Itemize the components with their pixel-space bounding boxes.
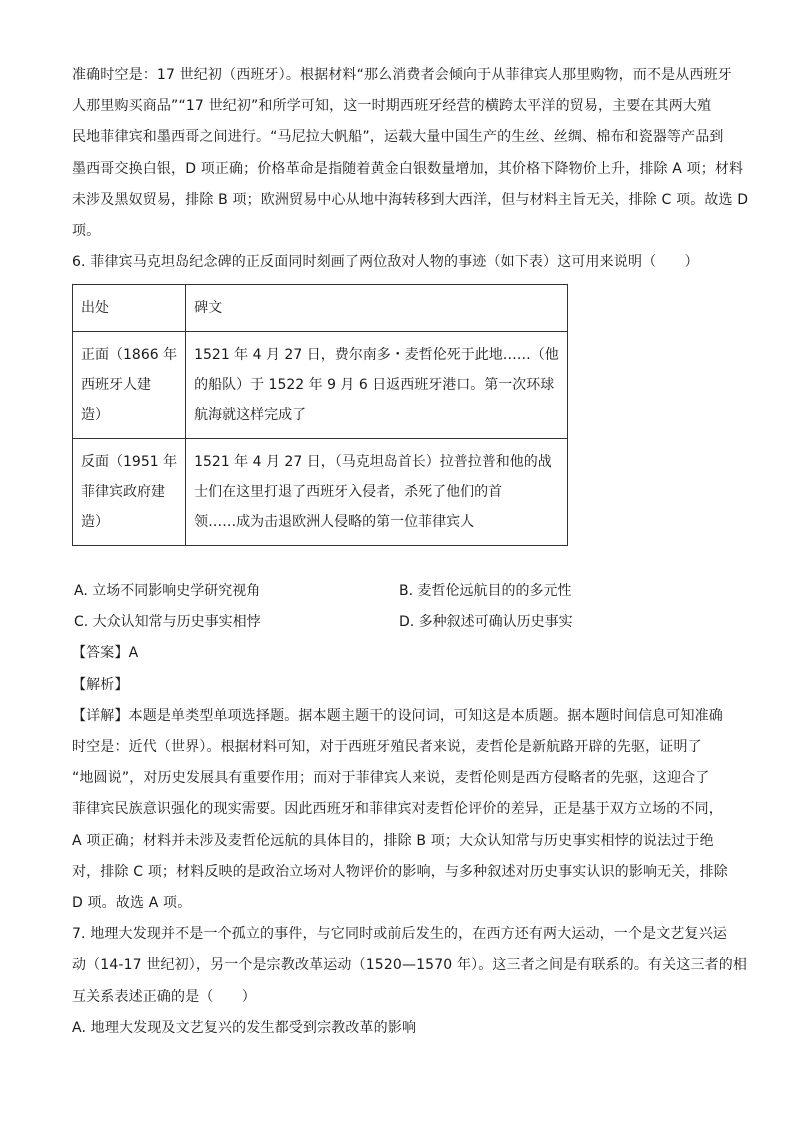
- options-row: [72, 607, 722, 638]
- analysis-label: 【解析】: [72, 676, 129, 693]
- table-header-row: [73, 285, 568, 332]
- text-line: D 项。故选 A 项。: [72, 895, 192, 912]
- cell-line: 西班牙人建: [81, 377, 151, 394]
- table-row: [73, 332, 568, 439]
- text-line: 对，排除 C 项；材料反映的是政治立场对人物评价的影响，与多种叙述对历史事实认识的影响无关，排除: [72, 863, 728, 880]
- text-line: 准确时空是：17 世纪初（西班牙）。根据材料“那么消费者会倾向于从菲律宾人那里购物，而不是从西班牙: [72, 67, 732, 83]
- table-row: [73, 439, 568, 546]
- cell-line: 航海就这样完成了: [194, 407, 307, 424]
- cell-line: 造）: [81, 514, 109, 531]
- cell-line: 领……成为击退欧洲人侵略的第一位菲律宾人: [194, 514, 475, 531]
- question-6-options: [72, 576, 722, 638]
- document-page: [72, 60, 749, 1044]
- header-source: 出处: [73, 285, 186, 332]
- row-inscription-cell: [186, 439, 568, 546]
- answer-label: 【答案】A: [72, 645, 139, 662]
- cell-line: 的船队）于 1522 年 9 月 6 日返西班牙港口。第一次环球: [194, 377, 555, 394]
- text-line: 墨西哥交换白银，D 项正确；价格革命是指随着黄金白银数量增加，其价格下降物价上升，排除 A 项；材料: [72, 160, 744, 177]
- question-7-stem-line: 互关系表述正确的是（ ）: [72, 988, 256, 1005]
- row-source-cell: [73, 332, 186, 439]
- question-7: [72, 919, 748, 1044]
- text-line: “地圆说”，对历史发展具有重要作用；而对于菲律宾人来说，麦哲伦则是西方侵略者的先驱，这迎合了: [72, 770, 710, 787]
- row-source-cell: [73, 439, 186, 546]
- option-a: A. 立场不同影响史学研究视角: [74, 583, 261, 600]
- row-inscription-cell: [186, 332, 568, 439]
- question-7-option-a: A. 地理大发现及文艺复兴的发生都受到宗教改革的影响: [72, 1019, 417, 1036]
- question-7-stem-line: 动（14-17 世纪初），另一个是宗教改革运动（1520—1570 年）。这三者之间是有联系的。有关这三者的相: [72, 957, 748, 974]
- option-c: C. 大众认知常与历史事实相悖: [74, 614, 261, 631]
- previous-explanation: [72, 60, 749, 247]
- text-line: 【详解】本题是单类型单项选择题。据本题主题干的设问词，可知这是本质题。据本题时间信息可知准确: [72, 707, 723, 724]
- question-7-stem-line: 7. 地理大发现并不是一个孤立的事件，与它同时或前后发生的，在西方还有两大运动，一个是文艺复兴运: [72, 926, 728, 943]
- option-b: B. 麦哲伦远航目的的多元性: [399, 583, 572, 600]
- text-line: 菲律宾民族意识强化的现实需要。因此西班牙和菲律宾对麦哲伦评价的差异，正是基于双方立场的不同，: [72, 801, 723, 818]
- detail-explanation: [72, 701, 728, 919]
- inscription-table: [72, 284, 568, 546]
- cell-line: 造）: [81, 407, 109, 424]
- options-row: [72, 576, 722, 607]
- cell-line: 1521 年 4 月 27 日，费尔南多・麦哲伦死于此地……（他: [194, 347, 559, 364]
- option-d: D. 多种叙述可确认历史事实: [399, 614, 573, 631]
- question-6-stem: 6. 菲律宾马克坦岛纪念碑的正反面同时刻画了两位敌对人物的事迹（如下表）这可用来说明（ ）: [72, 254, 699, 271]
- cell-line: 正面（1866 年: [81, 347, 178, 364]
- text-line: A 项正确；材料并未涉及麦哲伦远航的具体目的，排除 B 项；大众认知常与历史事实相悖的说法过于绝: [72, 832, 714, 849]
- cell-line: 1521 年 4 月 27 日，（马克坦岛首长）拉普拉普和他的战: [194, 454, 552, 471]
- text-line: 人那里购买商品”“17 世纪初”和所学可知，这一时期西班牙经营的横跨太平洋的贸易，主要在其两大殖: [72, 98, 712, 115]
- cell-line: 反面（1951 年: [81, 454, 178, 471]
- cell-line: 菲律宾政府建: [81, 484, 165, 501]
- text-line: 项。: [72, 223, 101, 240]
- text-line: 民地菲律宾和墨西哥之间进行。“马尼拉大帆船”，运载大量中国生产的生丝、丝绸、棉布和瓷器等产品到: [72, 129, 724, 146]
- text-line: 未涉及黑奴贸易，排除 B 项；欧洲贸易中心从地中海转移到大西洋，但与材料主旨无关，排除 C 项。故选 D: [72, 191, 749, 208]
- text-line: 时空是：近代（世界）。根据材料可知，对于西班牙殖民者来说，麦哲伦是新航路开辟的先驱，证明了: [72, 739, 702, 756]
- cell-line: 士们在这里打退了西班牙入侵者，杀死了他们的首: [194, 484, 503, 501]
- header-inscription: 碑文: [186, 285, 568, 332]
